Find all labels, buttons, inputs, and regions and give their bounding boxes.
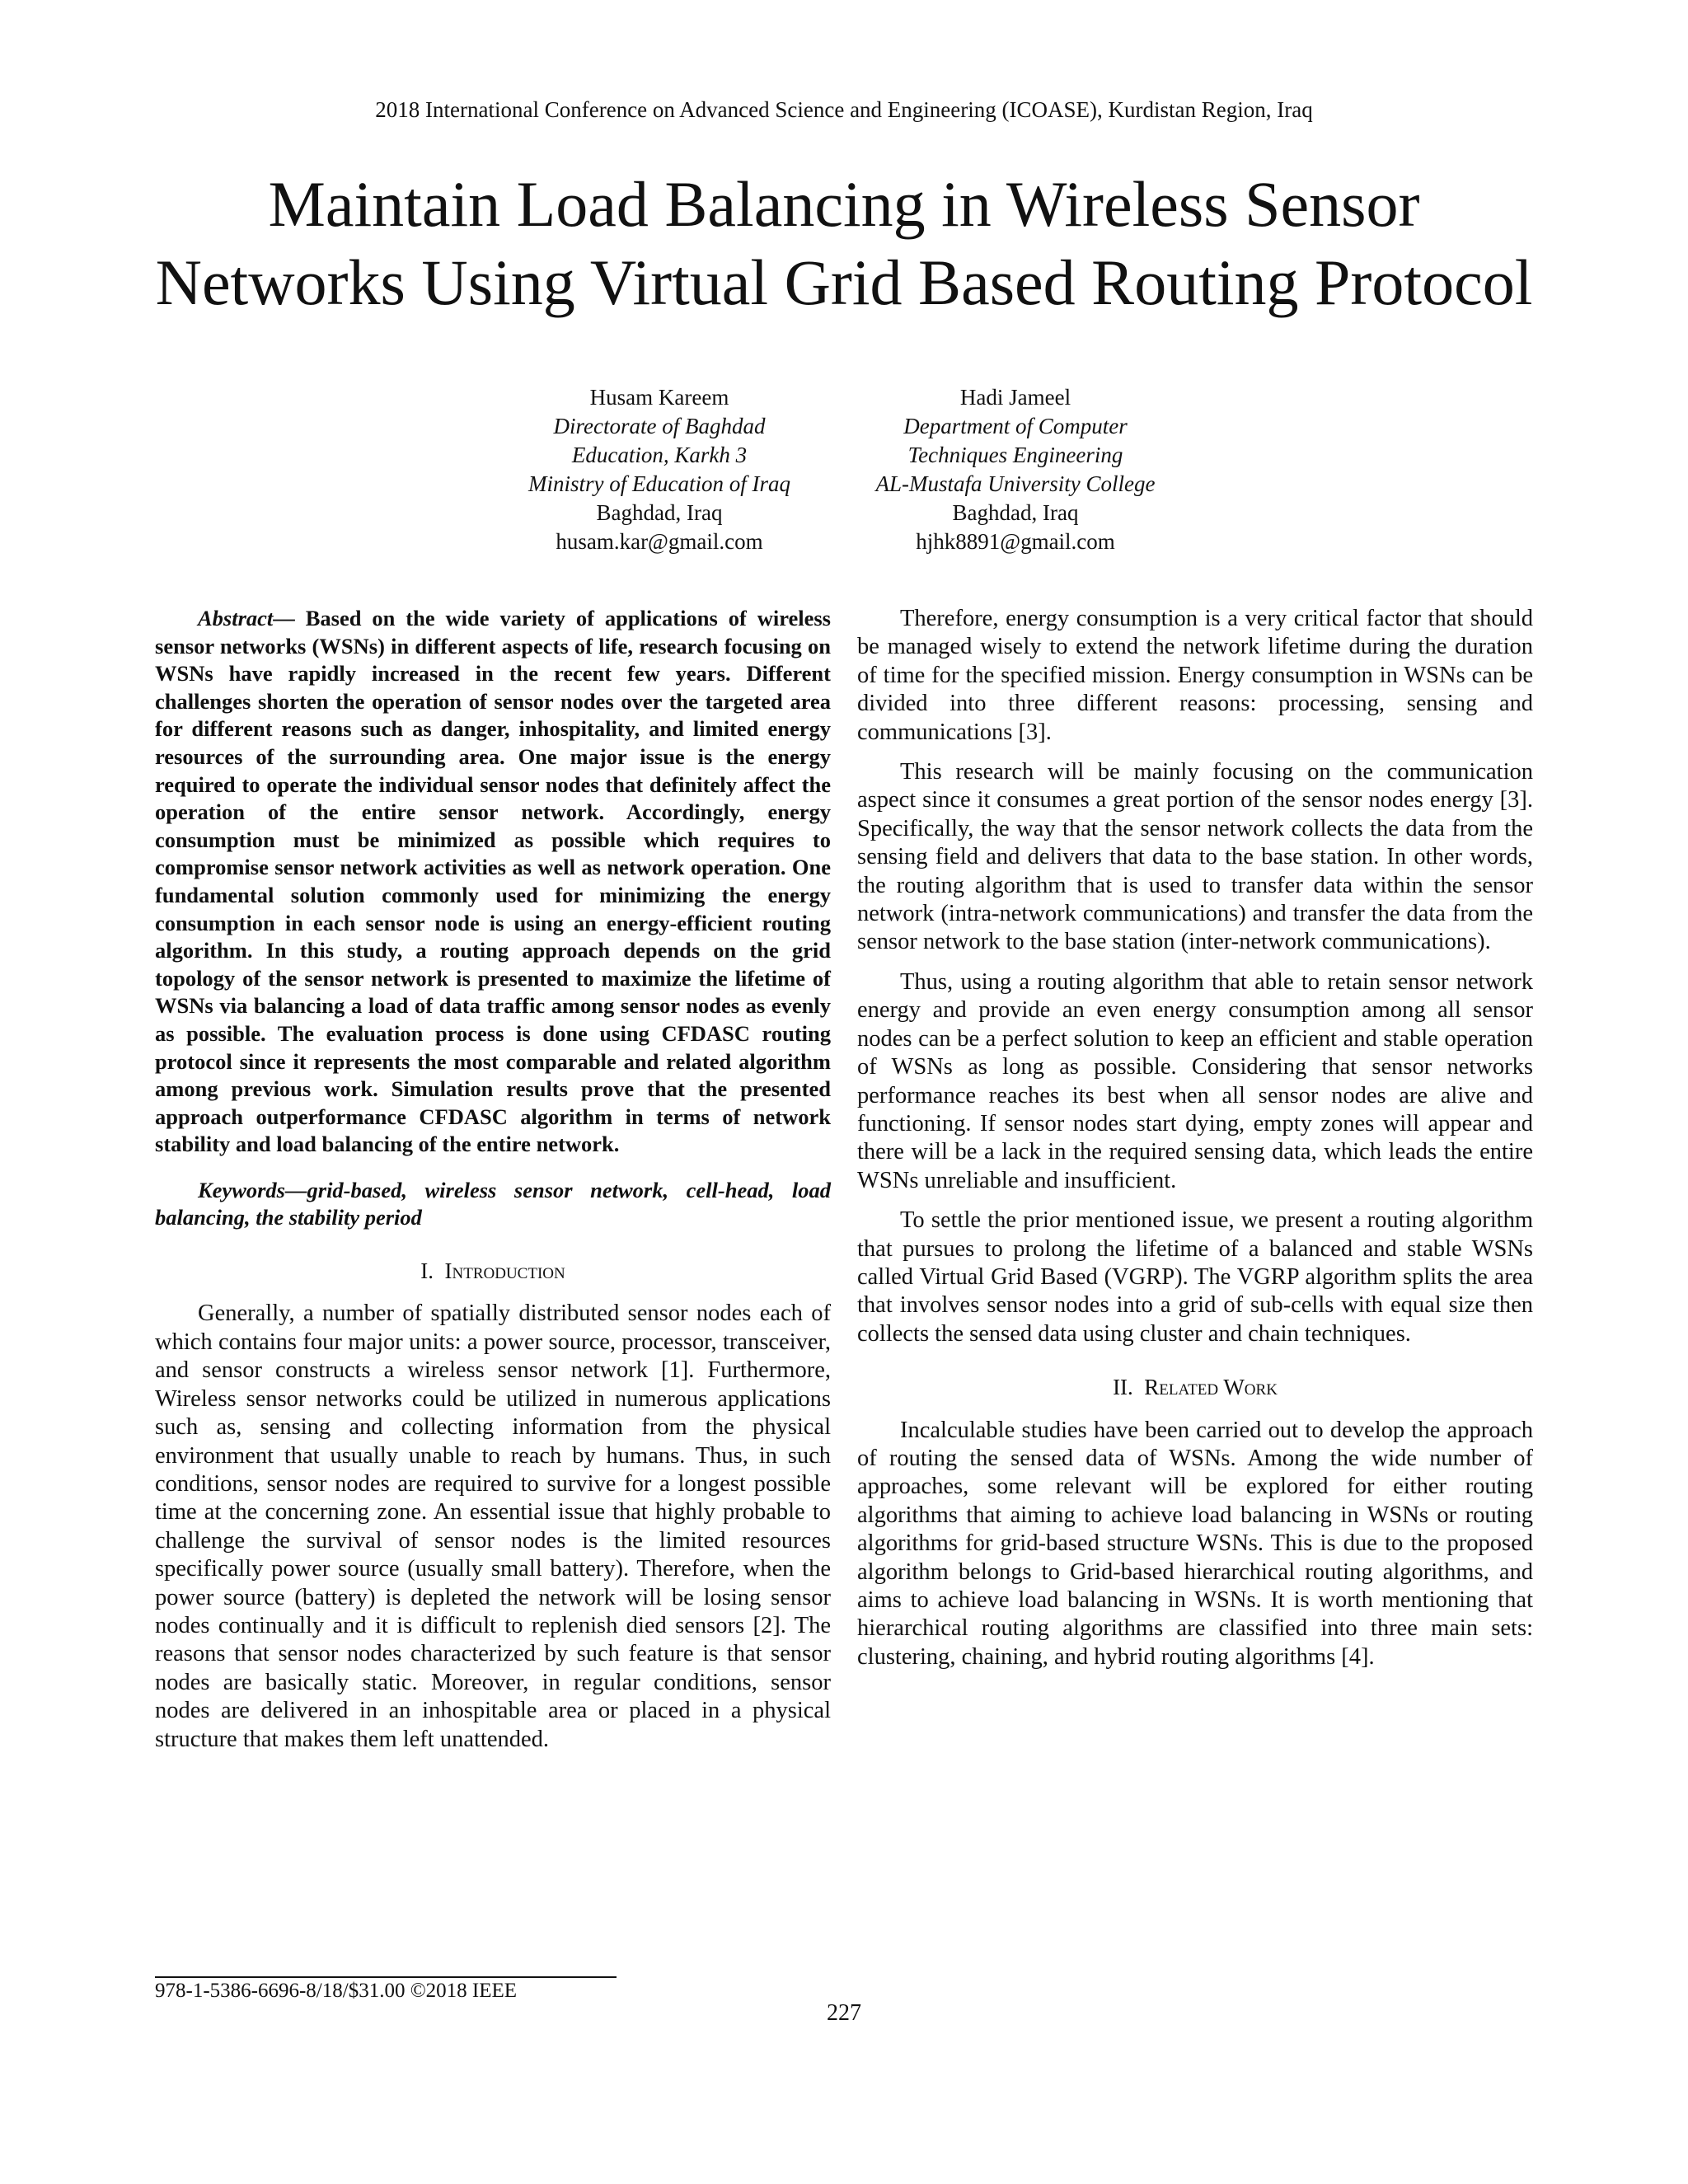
- title-line-1: Maintain Load Balancing in Wireless Sensor: [268, 168, 1420, 240]
- author-affiliation: AL-Mustafa University College: [875, 471, 1156, 496]
- section-title: Introduction: [444, 1258, 565, 1284]
- section-number: I.: [420, 1258, 434, 1284]
- keywords: Keywords—grid-based, wireless sensor network, cell-head, load balancing, the stability period: [155, 1177, 831, 1230]
- author-city: Baghdad, Iraq: [952, 500, 1079, 525]
- author-affiliation: Techniques Engineering: [907, 443, 1123, 467]
- page-number: 227: [827, 2000, 861, 2026]
- body-paragraph: Thus, using a routing algorithm that able to retain sensor network energy and provide an even energy consumption among all sensor nodes can be a perfect solution to keep an efficient and stable operation of WSNs as long as possible. Considering that sensor networks performance reaches its best when all sensor nodes are alive and functioning. If sensor nodes start dying, empty zones will appear and there will be a lack in the required sensing data, which leads the entire WSNs unreliable and insufficient.: [857, 968, 1533, 1193]
- title-line-2: Networks Using Virtual Grid Based Routing Protocol: [155, 246, 1533, 318]
- left-column: [155, 605, 831, 1765]
- body-paragraph: Therefore, energy consumption is a very critical factor that should be managed wisely to extend the network lifetime during the duration of time for the specified mission. Energy consumption in WSNs can be divided into three different reasons: processing, sensing and communications [3].: [857, 606, 1533, 745]
- author-city: Baghdad, Iraq: [596, 500, 723, 525]
- author-affiliation: Directorate of Baghdad: [553, 414, 766, 438]
- copyright-footnote: 978-1-5386-6696-8/18/$31.00 ©2018 IEEE: [155, 1980, 518, 2002]
- section-title: Related Work: [1144, 1375, 1278, 1400]
- author-affiliation: Department of Computer: [903, 414, 1128, 438]
- conference-header: 2018 International Conference on Advanced Science and Engineering (ICOASE), Kurdistan Region, Iraq: [375, 97, 1313, 122]
- abstract-body: — Based on the wide variety of applications of wireless sensor networks (WSNs) in different aspects of life, research focusing on WSNs have rapidly increased in the recent few years. Different challenges shorten the operation of sensor nodes over the targeted area for different reasons such as danger, inhospitality, and limited energy resources of the surrounding area. One major issue is the energy required to operate the individual sensor nodes that definitely affect the operation of the entire sensor network. Accordingly, energy consumption must be minimized as possible which requires to compromise sensor network activities as well as network operation. One fundamental solution commonly used for minimizing the energy consumption in each sensor node is using an energy-efficient routing algorithm. In this study, a routing approach depends on the grid topology of the sensor network is presented to maximize the lifetime of WSNs via balancing a load of data traffic among sensor nodes as evenly as possible. The evaluation process is done using CFDASC routing protocol since it represents the most comparable and related algorithm among previous work. Simulation results prove that the presented approach outperformance CFDASC algorithm in terms of network stability and load balancing of the entire network.: [155, 606, 831, 1157]
- author-affiliation: Ministry of Education of Iraq: [528, 471, 790, 496]
- abstract-lead: Abstract: [198, 606, 274, 630]
- body-paragraph: To settle the prior mentioned issue, we present a routing algorithm that pursues to prolong the lifetime of a balanced and stable WSNs called Virtual Grid Based (VGRP). The VGRP algorithm splits the area that involves sensor nodes into a grid of sub-cells with equal size then collects the sensed data using cluster and chain techniques.: [857, 1207, 1533, 1347]
- author-affiliation: Education, Karkh 3: [571, 443, 748, 467]
- section-number: II.: [1113, 1375, 1133, 1400]
- right-column: [857, 605, 1533, 1683]
- body-paragraph: This research will be mainly focusing on the communication aspect since it consumes a great portion of the sensor nodes energy [3]. Specifically, the way that the sensor network collects the data from the sensing field and delivers that data to the base station. In other words, the routing algorithm that is used to transfer data within the sensor network (intra-network communications) and transfer the data from the sensor network to the base station (inter-network communications).: [857, 759, 1533, 955]
- footnote-rule: [155, 1976, 617, 1978]
- author-block-2: [785, 383, 1246, 556]
- author-name: Hadi Jameel: [959, 385, 1071, 410]
- abstract: [155, 605, 831, 1159]
- intro-paragraph: Generally, a number of spatially distributed sensor nodes each of which contains four major units: a power source, processor, transceiver, and sensor constructs a wireless sensor network [1]. Furthermore, Wireless sensor networks could be utilized in numerous applications such as, sensing and collecting information from the physical environment that usually unable to reach by humans. Thus, in such conditions, sensor nodes are required to survive for a longest possible time at the concerning zone. An essential issue that highly probable to challenge the survival of sensor nodes is the limited resources specifically power source (usually small battery). Therefore, when the power source (battery) is depleted the network will be losing sensor nodes continually and it is difficult to replenish died sensors [2]. The reasons that sensor nodes characterized by such feature is that sensor nodes are basically static. Moreover, in regular conditions, sensor nodes are delivered in an inhospitable area or placed in a physical structure that makes them left unattended.: [155, 1301, 831, 1752]
- author-email: husam.kar@gmail.com: [556, 529, 763, 554]
- related-work-paragraph: Incalculable studies have been carried out to develop the approach of routing the sensed data of WSNs. Among the wide number of approaches, some relevant will be explored for either routing algorithms that aiming to achieve load balancing in WSNs or routing algorithms for grid-based structure WSNs. This is due to the proposed algorithm belongs to Grid-based hierarchical routing algorithms, and aims to achieve load balancing in WSNs. It is worth mentioning that hierarchical routing algorithms are classified into three main sets: clustering, chaining, and hybrid routing algorithms [4].: [857, 1417, 1533, 1670]
- section-heading-related-work: [857, 1373, 1533, 1401]
- author-email: hjhk8891@gmail.com: [916, 529, 1115, 554]
- paper-title: [82, 165, 1606, 321]
- author-name: Husam Kareem: [589, 385, 729, 410]
- section-heading-introduction: [155, 1257, 831, 1285]
